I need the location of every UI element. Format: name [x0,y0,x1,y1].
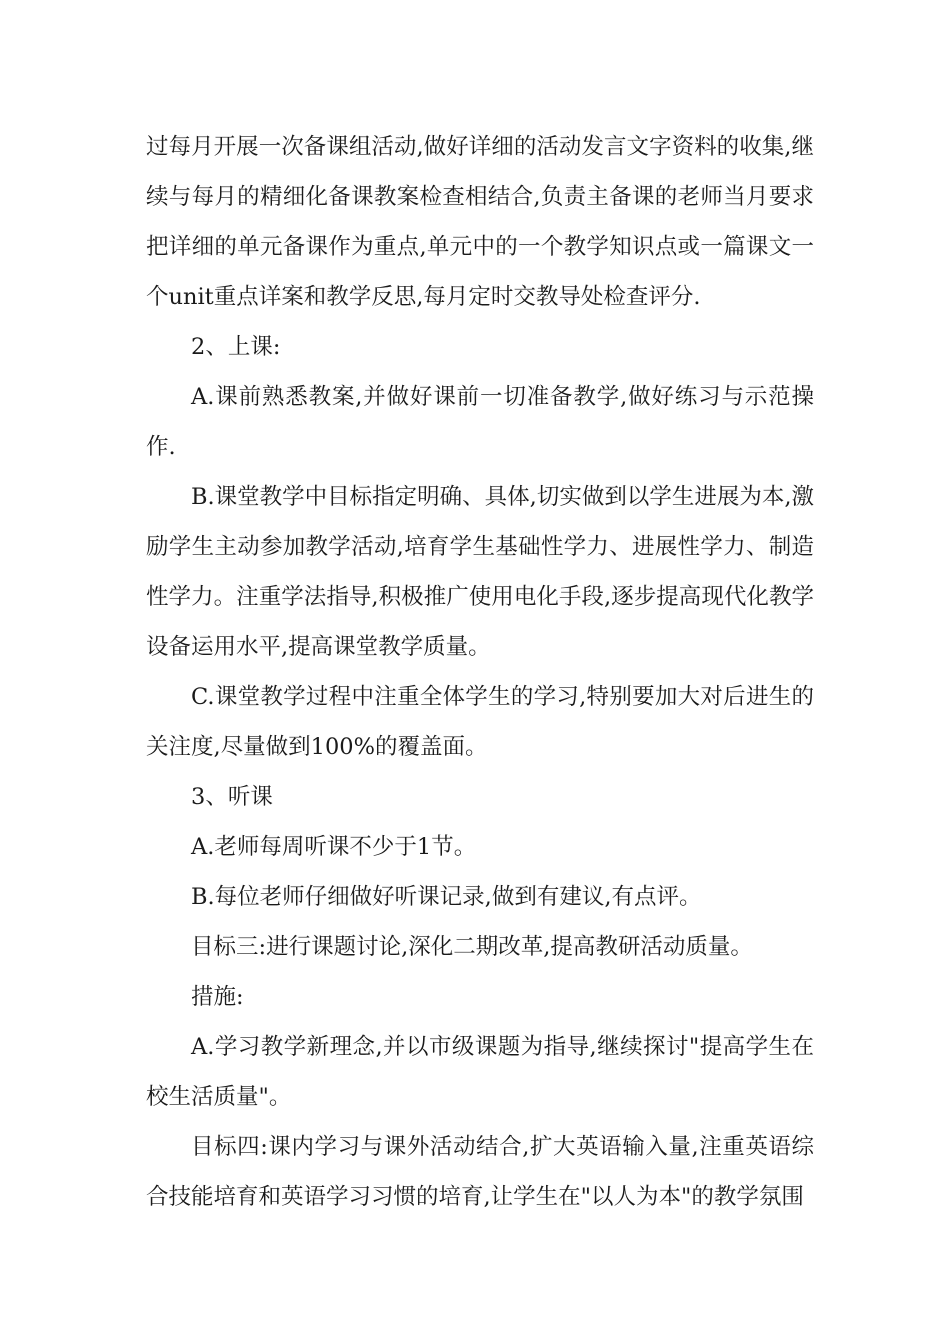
paragraph-goal-three: 目标三:进行课题讨论,深化二期改革,提高教研活动质量。 [191,934,753,960]
paragraph-listen-item-a: A.老师每周听课不少于1节。 [191,834,477,860]
paragraph-item-b: B.课堂教学中目标指定明确、具体,切实做到以学生进展为本,激励学生主动参加教学活动,培育学生基础性学力、进展性学力、制造性学力。注重学法指导,积极推广使用电化手段,逐步提高现代化教学设备运用水平,提高课堂教学质量。 [146,484,814,660]
document-body [146,122,814,1222]
paragraph-item-a: A.课前熟悉教案,并做好课前一切准备教学,做好练习与示范操作. [146,384,814,460]
paragraph-measures-heading: 措施: [191,984,244,1010]
paragraph-continuation: 过每月开展一次备课组活动,做好详细的活动发言文字资料的收集,继续与每月的精细化备课教案检查相结合,负责主备课的老师当月要求把详细的单元备课作为重点,单元中的一个教学知识点或一篇课文一个unit重点详案和教学反思,每月定时交教导处检查评分. [146,134,814,310]
paragraph-measures-item-a: A.学习教学新理念,并以市级课题为指导,继续探讨"提高学生在校生活质量"。 [146,1034,814,1110]
paragraph-section-3-heading: 3、听课 [191,784,273,810]
paragraph-item-c: C.课堂教学过程中注重全体学生的学习,特别要加大对后进生的关注度,尽量做到100%的覆盖面。 [146,684,814,760]
paragraph-section-2-heading: 2、上课: [191,334,281,360]
paragraph-listen-item-b: B.每位老师仔细做好听课记录,做到有建议,有点评。 [191,884,702,910]
paragraph-goal-four: 目标四:课内学习与课外活动结合,扩大英语输入量,注重英语综合技能培育和英语学习习惯的培育,让学生在"以人为本"的教学氛围 [146,1134,814,1210]
